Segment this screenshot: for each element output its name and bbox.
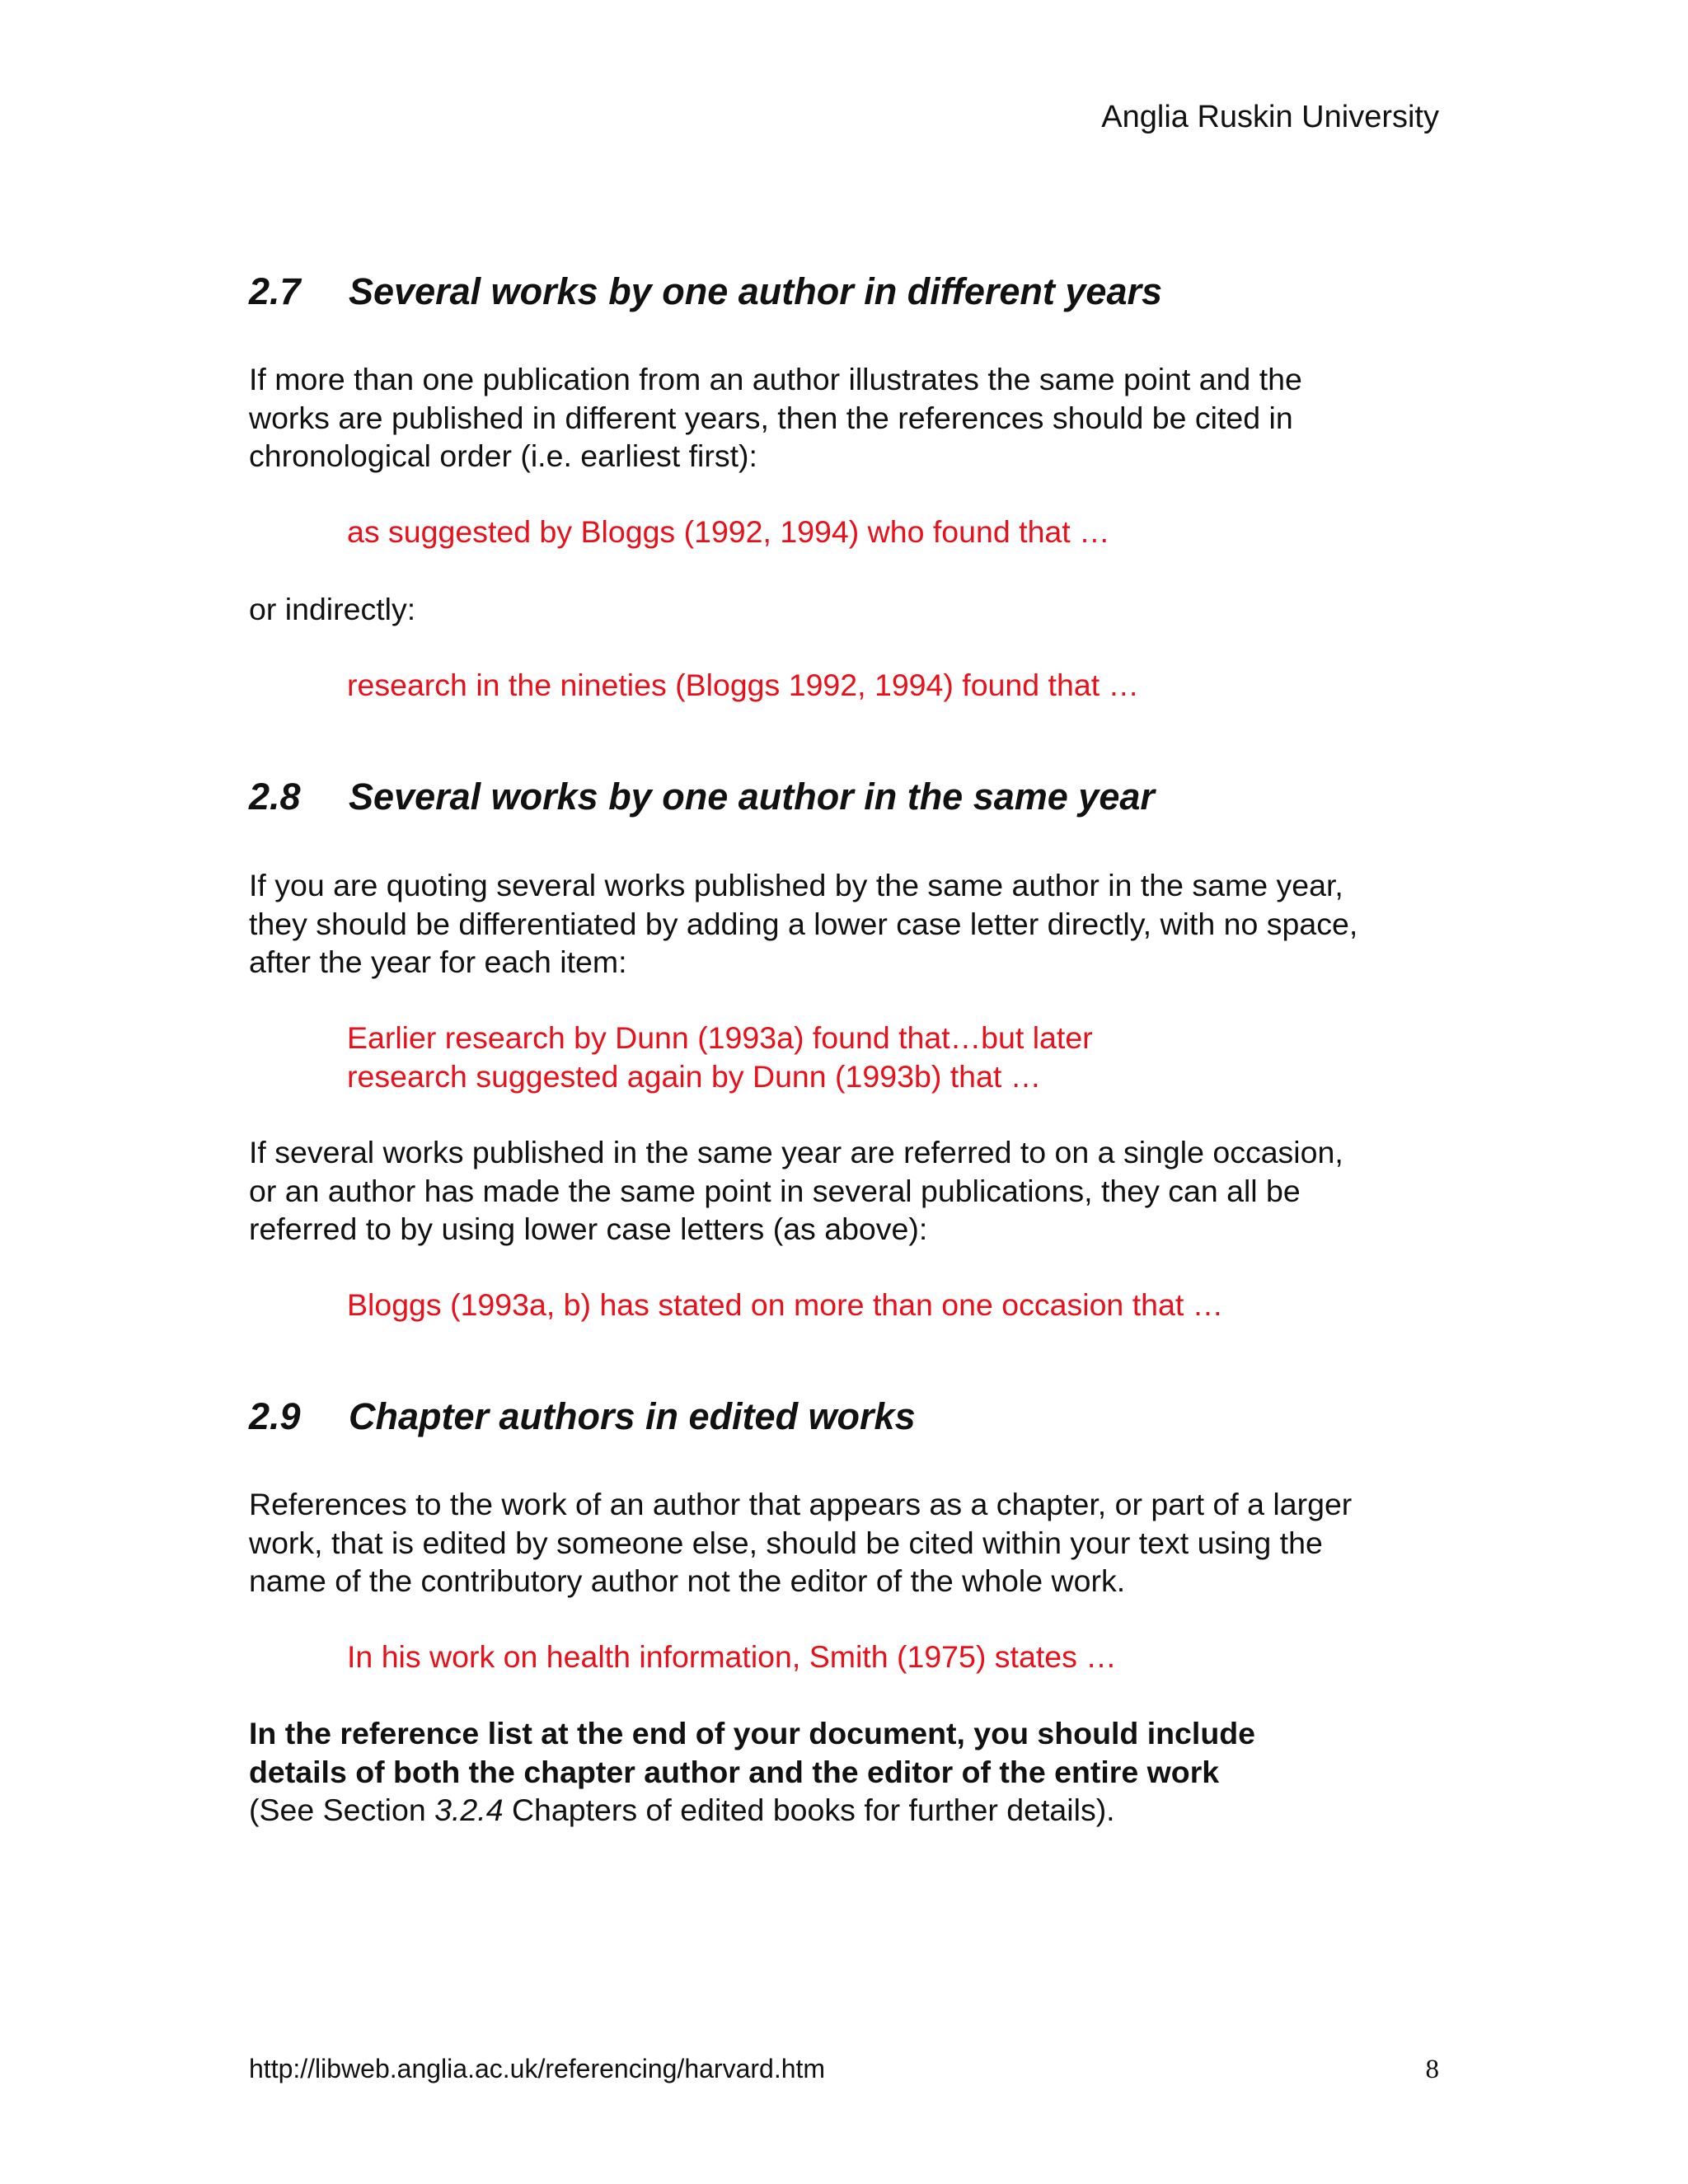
- bold-text-line: In the reference list at the end of your document, you should include: [249, 1716, 1255, 1750]
- see-suffix: Chapters of edited books for further details).: [503, 1793, 1115, 1827]
- example-citation: [347, 1019, 1093, 1095]
- text-line: If several works published in the same year are referred to on a single occasion,: [249, 1135, 1343, 1169]
- footer-url: http://libweb.anglia.ac.uk/referencing/harvard.htm: [249, 2054, 826, 2083]
- text-line: works are published in different years, then the references should be cited in: [249, 400, 1293, 435]
- text-line: chronological order (i.e. earliest first):: [249, 438, 757, 473]
- bold-text-line: details of both the chapter author and the editor of the entire work: [249, 1754, 1220, 1789]
- section-number: 2.7: [249, 270, 301, 312]
- connector-text: or indirectly:: [249, 592, 416, 626]
- section-2-8-intro: [249, 866, 1452, 982]
- text-line: If you are quoting several works published by the same author in the same year,: [249, 868, 1343, 902]
- section-heading-2-8: [249, 774, 1155, 820]
- section-heading-2-7: [249, 269, 1162, 315]
- example-citation: In his work on health information, Smith (1975) states …: [347, 1639, 1117, 1674]
- section-number: 2.9: [249, 1395, 301, 1437]
- section-heading-2-9: [249, 1394, 916, 1440]
- text-line: References to the work of an author that appears as a chapter, or part of a larger: [249, 1487, 1353, 1521]
- section-title: Several works by one author in the same year: [349, 776, 1155, 818]
- running-header: Anglia Ruskin University: [1101, 100, 1439, 134]
- text-line: referred to by using lower case letters (as above):: [249, 1212, 928, 1246]
- text-line: after the year for each item:: [249, 944, 627, 979]
- see-prefix: (See Section: [249, 1793, 435, 1827]
- example-citation: as suggested by Bloggs (1992, 1994) who found that …: [347, 514, 1110, 549]
- text-line: name of the contributory author not the editor of the whole work.: [249, 1563, 1126, 1598]
- section-reference: 3.2.4: [434, 1793, 504, 1827]
- text-line: they should be differentiated by adding a lower case letter directly, with no space,: [249, 906, 1358, 941]
- example-citation: research in the nineties (Bloggs 1992, 1994) found that …: [347, 668, 1140, 702]
- section-title: Several works by one author in different years: [349, 270, 1163, 312]
- text-line: research suggested again by Dunn (1993b) that …: [347, 1058, 1042, 1094]
- see-section-note: [249, 1791, 1452, 1830]
- text-line: If more than one publication from an author illustrates the same point and the: [249, 362, 1302, 396]
- section-2-9-note: [249, 1714, 1452, 1830]
- section-2-8-second: [249, 1133, 1452, 1249]
- section-2-7-intro: [249, 360, 1452, 476]
- page-number: 8: [1425, 2055, 1439, 2084]
- text-line: or an author has made the same point in several publications, they can all be: [249, 1173, 1301, 1208]
- text-line: work, that is edited by someone else, should be cited within your text using the: [249, 1525, 1323, 1560]
- section-title: Chapter authors in edited works: [349, 1395, 916, 1437]
- text-line: Earlier research by Dunn (1993a) found that…but later: [347, 1020, 1093, 1055]
- section-number: 2.8: [249, 776, 301, 818]
- section-2-9-intro: [249, 1485, 1452, 1601]
- example-citation: Bloggs (1993a, b) has stated on more than one occasion that …: [347, 1287, 1224, 1322]
